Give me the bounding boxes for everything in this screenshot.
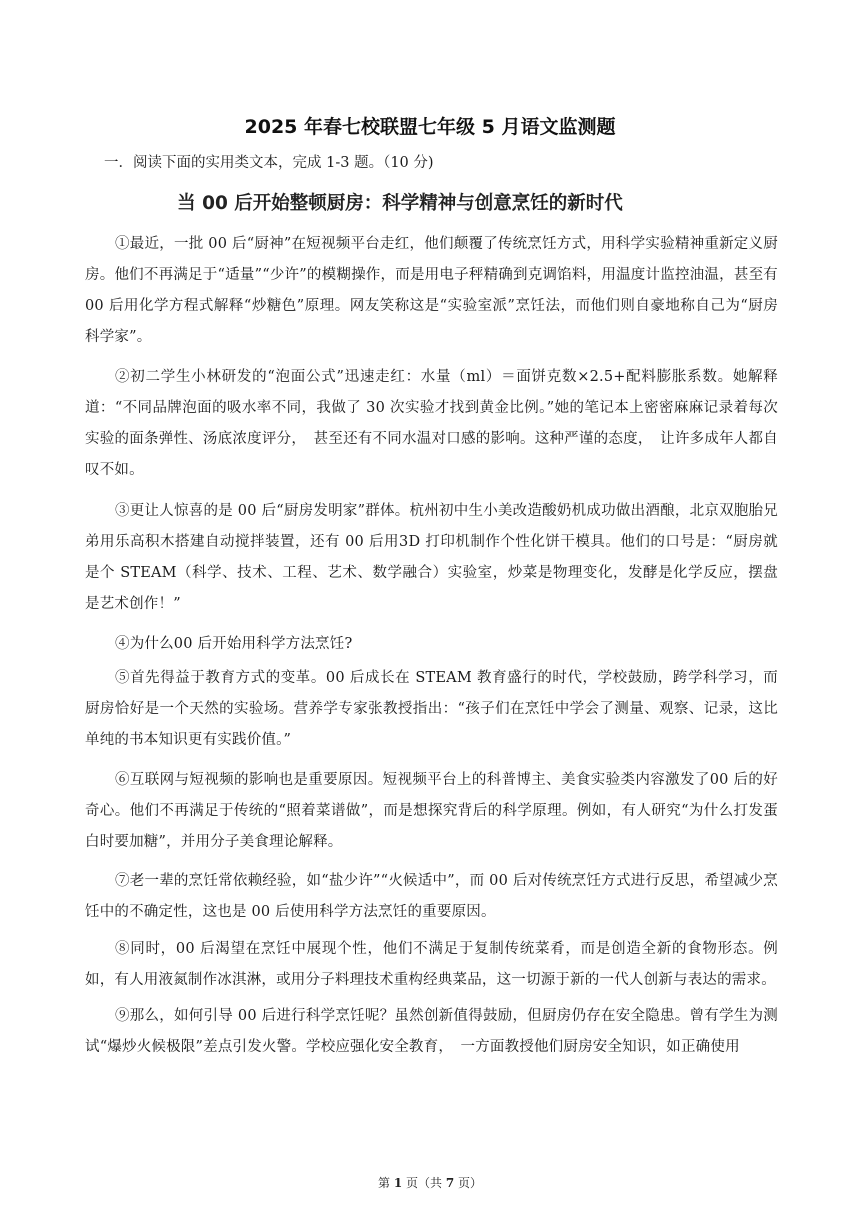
footer-suffix: 页）	[454, 1176, 482, 1190]
paragraph-5: ⑤首先得益于教育方式的变革。00 后成长在 STEAM 教育盛行的时代，学校鼓励，跨学科学习，而厨房恰好是一个天然的实验场。营养学专家张教授指出：“孩子们在烹饪中学会了测量、观察、记录，这比单纯的书本知识更有实践价值。”	[85, 670, 778, 748]
footer-middle: 页（共	[402, 1176, 446, 1190]
paragraph-3: ③更让人惊喜的是 00 后“厨房发明家”群体。杭州初中生小美改造酸奶机成功做出酒酿，北京双胞胎兄弟用乐高积木搭建自动搅拌装置，还有 00 后用3D 打印机制作个性化饼干模具。他们的口号是：“厨房就是个 STEAM（科学、技术、工程、艺术、数学融合）实验室，炒菜是物理变化，发酵是化学反应，摆盘是艺术创作！”	[85, 503, 778, 612]
paragraph-9: ⑨那么，如何引导 00 后进行科学烹饪呢？虽然创新值得鼓励，但厨房仍存在安全隐患。曾有学生为测试“爆炒火候极限”差点引发火警。学校应强化安全教育， 一方面教授他们厨房安全知识，如正确使用	[85, 1008, 778, 1055]
exam-title: 2025 年春七校联盟七年级 5 月语文监测题	[244, 116, 616, 138]
paragraph-6: ⑥互联网与短视频的影响也是重要原因。短视频平台上的科普博主、美食实验类内容激发了00 后的好奇心。他们不再满足于传统的“照着菜谱做”，而是想探究背后的科学原理。例如，有人研究“为什么打发蛋白时要加糖”，并用分子美食理论解释。	[85, 772, 778, 850]
paragraph-8: ⑧同时，00 后渴望在烹饪中展现个性，他们不满足于复制传统菜肴，而是创造全新的食物形态。例如，有人用液氮制作冰淇淋，或用分子料理技术重构经典菜品，这一切源于新的一代人创新与表达的需求。	[85, 941, 778, 988]
paragraph-1: ①最近，一批 00 后“厨神”在短视频平台走红，他们颠覆了传统烹饪方式，用科学实验精神重新定义厨房。他们不再满足于“适量”“少许”的模糊操作，而是用电子秤精确到克调馅料，用温度计监控油温，甚至有 00 后用化学方程式解释“炒糖色”原理。网友笑称这是“实验室派”烹饪法，而他们则自豪地称自己为“厨房科学家”。	[85, 236, 778, 345]
footer-prefix: 第	[377, 1176, 394, 1190]
paragraph-2: ②初二学生小林研发的“泡面公式”迅速走红：水量（ml）＝面饼克数×2.5+配料膨胀系数。她解释道：“不同品牌泡面的吸水率不同，我做了 30 次实验才找到黄金比例。”她的笔记本上密密麻麻记录着每次实验的面条弹性、汤底浓度评分， 甚至还有不同水温对口感的影响。这种严谨的态度， 让许多成年人都自叹不如。	[85, 369, 778, 478]
footer-total-pages: 7	[445, 1176, 455, 1190]
paragraph-7: ⑦老一辈的烹饪常依赖经验，如“盐少许”“火候适中”，而 00 后对传统烹饪方式进行反思，希望减少烹饪中的不确定性，这也是 00 后使用科学方法烹饪的重要原因。	[85, 873, 778, 920]
page-footer	[0, 1174, 860, 1192]
paragraph-4: ④为什么00 后开始用科学方法烹饪?	[115, 636, 353, 652]
footer-page-number: 1	[393, 1176, 403, 1190]
section-heading: 一．阅读下面的实用类文本，完成 1-3 题。（10 分)	[104, 155, 434, 171]
article-title: 当 00 后开始整顿厨房：科学精神与创意烹饪的新时代	[177, 193, 623, 214]
